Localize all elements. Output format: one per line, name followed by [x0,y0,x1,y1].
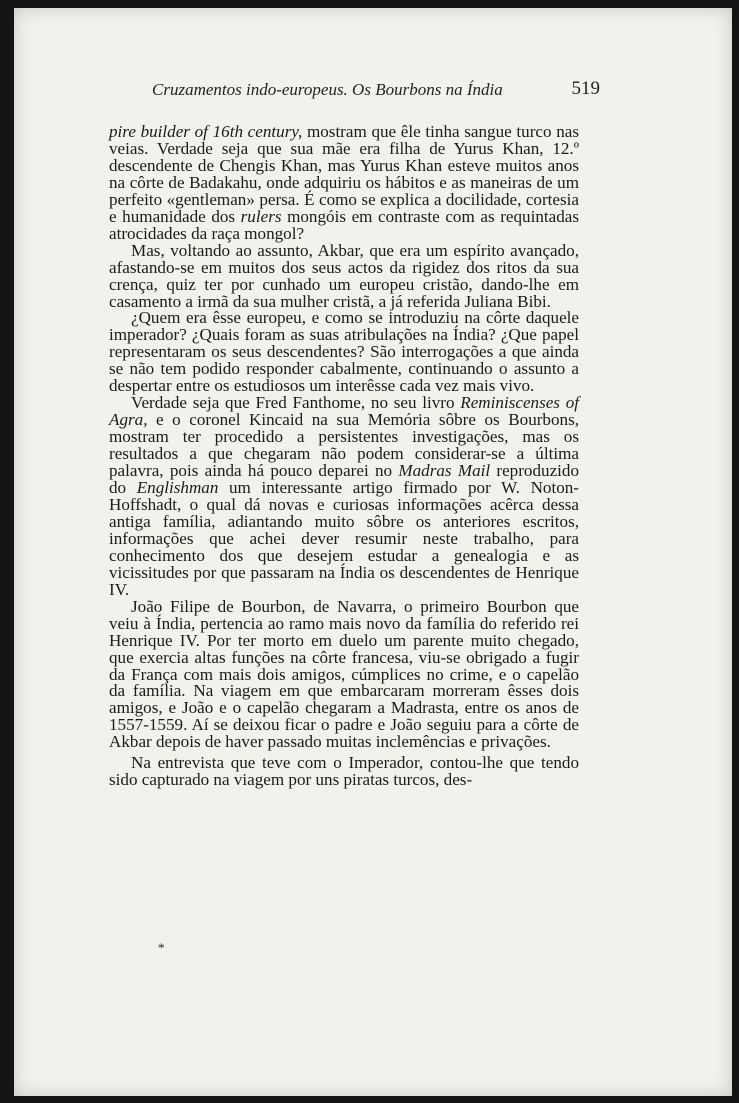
text-run: mongóis em contraste com as requintadas atrocidades da raça mongol? [109,206,579,243]
italic-phrase: Reminiscenses of Agra, [109,393,579,430]
text-run: um interessante artigo firmado por W. Noton-Hoffshadt, o qual dá novas e curiosas informações acêrca dessa antiga família, adiantando muito sôbre os anteriores escritos, informações que achei dever resumir neste trabalho, para conhecimento dos que desejem estudar a genealogia e as vicissitudes por que passaram na Índia os descendentes de Henrique IV. [109,478,579,599]
paragraph [109,755,579,789]
paragraph [109,310,579,395]
text-run: Mas, voltando ao assunto, Akbar, que era um espírito avançado, afastando-se em muitos dos seus actos da rigidez dos ritos da sua crença, quiz ter por cunhado um europeu cristão, dando-lhe em casamento a irmã da sua mulher cristã, a já referida Juliana Bibi. [109,240,579,311]
running-title: Cruzamentos indo-europeus. Os Bourbons na Índia [152,80,503,99]
text-run: Na entrevista que teve com o Imperador, contou-lhe que tendo sido capturado na viagem por uns piratas turcos, des- [109,753,579,790]
text-run: João Filipe de Bourbon, de Navarra, o primeiro Bourbon que veiu à Índia, pertencia ao ramo mais novo da família do referido rei Henrique IV. Por ter morto em duelo um parente muito chegado, que exercia altas funções na côrte francesa, viu-se obrigado a fugir da França com mais dois amigos, cúmplices no crime, e o capelão da família. Na viagem em que embarcaram morreram êsses dois amigos, e João e o capelão chegaram a Madrasta, entre os anos de 1557-1559. Aí se deixou ficar o padre e João seguiu para a côrte de Akbar depois de haver passado muitas inclemências e privações. [109,596,579,752]
text-run: mostram que êle tinha sangue turco nas veias. Verdade seja que sua mãe era filha de Yurus Khan, 12.º descendente de Chengis Khan, mas Yurus Khan esteve muitos anos na côrte de Badakahu, onde adquiriu os hábitos e as maneiras de um perfeito «gentleman» persa. É como se explica a docilidade, cortesia e humanidade dos [109,122,579,226]
signature-mark: * [158,940,165,955]
paragraph [109,596,579,752]
paragraph [109,395,579,598]
running-head [114,78,600,106]
paragraph [109,124,579,243]
body-text [109,124,579,789]
italic-phrase: Madras Mail [398,461,491,481]
italic-phrase: pire builder of 16th century, [109,122,303,141]
text-run: ¿Quem era êsse europeu, e como se introduziu na côrte daquele imperador? ¿Quais foram as suas atribulações na Índia? ¿Que papel representaram os seus descendentes? São interrogações a que ainda se não tem podido responder cabalmente, continuando o assunto a despertar entre os estudiosos um interêsse cada vez mais vivo. [109,308,579,396]
italic-phrase: Englishman [136,478,219,498]
text-run: Verdade seja que Fred Fanthome, no seu livro [131,393,461,413]
text-run: reproduzido do [109,461,579,498]
page-number: 519 [571,78,600,99]
text-run: e o coronel Kincaid na sua Memória sôbre os Bourbons, mostram ter procedido a persistentes investigações, mas os resultados a que chegaram não podem considerar-se a última palavra, pois ainda há pouco deparei no [109,410,579,481]
paragraph [109,240,579,311]
italic-phrase: rulers [240,206,282,226]
book-page [14,8,732,1096]
